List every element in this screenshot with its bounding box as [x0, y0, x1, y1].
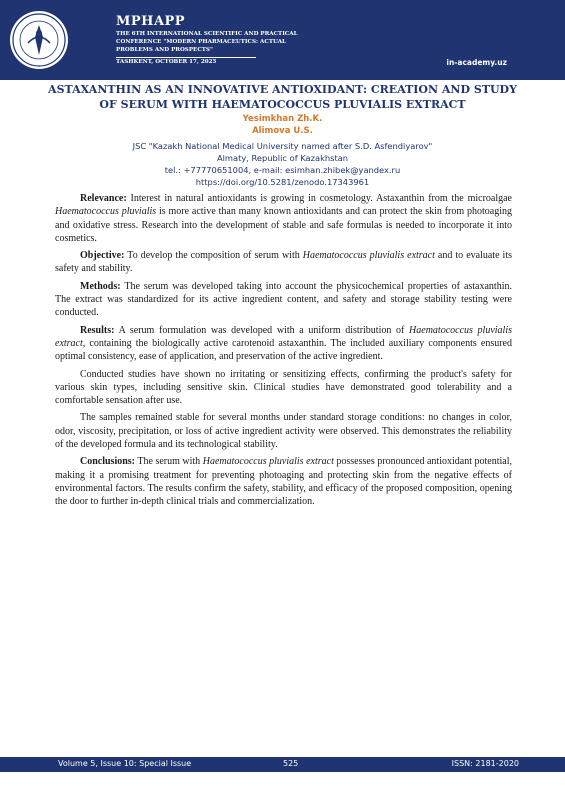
page-footer [0, 757, 565, 772]
results-label: Results: [80, 324, 115, 336]
methods-paragraph [55, 280, 512, 320]
issn: ISSN: 2181-2020 [451, 759, 519, 768]
objective-text-2: and to evaluate its safety and stability. [55, 250, 512, 275]
methods-label: Methods: [80, 280, 121, 292]
contact-info: tel.: +77770651004, e-mail: esimhan.zhibek@yandex.ru [164, 165, 401, 175]
results-species: Haematococcus pluvialis extract [55, 324, 513, 349]
mphapp-logo-icon [8, 9, 70, 71]
relevance-species: Haematococcus pluvialis [55, 206, 157, 218]
conclusions-label: Conclusions: [80, 456, 136, 468]
samples-paragraph: The samples remained stable for several months under standard storage conditions: no changes in color, odor, viscosity, precipitation, or loss of active ingredient activity were observed. This demonstrates the reliability of the developed formula and its technological stability. [55, 412, 512, 451]
volume-info: Volume 5, Issue 10: Special Issue [58, 759, 192, 768]
conference-line-2: CONFERENCE "MODERN PHARMACEUTICS: ACTUAL [116, 39, 286, 45]
article-title-line-2: OF SERUM WITH HAEMATOCOCCUS PLUVIALIS EXTRACT [99, 98, 466, 111]
conducted-paragraph: Conducted studies have shown no irritating or sensitizing effects, confirming the product's safety for various skin types, including sensitive skin. Clinical studies have demonstrated good tolerability and a comfortable sensation after use. [55, 368, 512, 407]
conference-header [0, 0, 565, 80]
header-divider [116, 57, 256, 58]
objective-species: Haematococcus pluvialis extract [302, 250, 435, 262]
conference-date: TASHKENT, OCTOBER 17, 2025 [116, 59, 217, 65]
site-link[interactable]: in-academy.uz [446, 58, 507, 67]
conclusions-paragraph [55, 455, 512, 508]
abstract-body [55, 192, 512, 513]
results-text: A serum formulation was developed with a uniform distribution of [114, 324, 410, 336]
conference-line-1: THE 6TH INTERNATIONAL SCIENTIFIC AND PRACTICAL [116, 31, 298, 37]
author-2: Alimova U.S. [252, 126, 313, 136]
relevance-paragraph [55, 192, 512, 245]
objective-text: To develop the composition of serum with [124, 250, 303, 262]
results-paragraph [55, 324, 512, 364]
author-1: Yesimkhan Zh.K. [242, 114, 323, 124]
article-title-line-1: ASTAXANTHIN AS AN INNOVATIVE ANTIOXIDANT: CREATION AND STUDY [48, 83, 517, 96]
location: Almaty, Republic of Kazakhstan [216, 153, 349, 163]
objective-paragraph [55, 249, 512, 276]
relevance-text-2: is more active than many known antioxidants and can protect the skin from photoaging and oxidative stress. Research into the development of stable and safe formulas is needed to incorporate it into cosmetics. [55, 206, 512, 244]
page-number: 525 [283, 759, 299, 768]
affiliation: JSC "Kazakh National Medical University named after S.D. Asfendiyarov" [132, 141, 433, 151]
article-title [40, 82, 525, 112]
results-text-2: , containing the biologically active carotenoid astaxanthin. The included auxiliary components ensured optimal consistency, ease of application, and preservation of the active ingredient. [55, 337, 512, 363]
conclusions-text-2: possesses pronounced antioxidant potential, making it a promising treatment for preventing photoaging and protecting skin from the negative effects of environmental factors. The results confirm the safety, stability, and efficacy of the proposed composition, opening the door to further in-depth clinical trials and commercialization. [55, 456, 512, 508]
objective-label: Objective: [80, 250, 125, 262]
relevance-text: Interest in natural antioxidants is growing in cosmetology. Astaxanthin from the microalgae [126, 193, 512, 204]
relevance-label: Relevance: [80, 193, 127, 204]
methods-text: The serum was developed taking into account the physicochemical properties of astaxanthin. The extract was standardized for its active ingredient content, and safety and storage stability testing were conducted. [55, 280, 512, 319]
conclusions-text: The serum with [135, 456, 203, 468]
brand-title: MPHAPP [116, 14, 186, 29]
conclusions-species: Haematococcus pluvialis extract [202, 456, 334, 468]
doi-link[interactable]: https://doi.org/10.5281/zenodo.17343961 [195, 177, 370, 187]
conference-line-3: PROBLEMS AND PROSPECTS" [116, 47, 213, 53]
